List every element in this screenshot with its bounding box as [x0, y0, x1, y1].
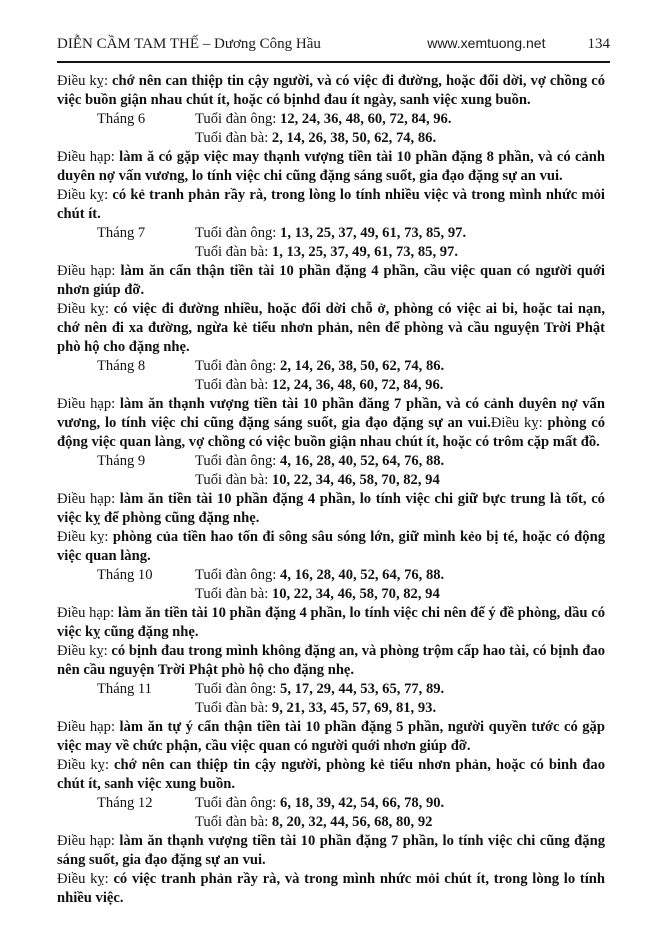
month-block	[57, 110, 605, 224]
month-name: Tháng 7	[97, 225, 146, 241]
men-ages-values: 12, 24, 36, 48, 60, 72, 84, 96.	[280, 111, 452, 127]
men-ages-label: Tuổi đàn ông:	[195, 681, 281, 697]
paragraph-text: làm ăn thạnh vượng tiền tài 10 phần đăng 7 phần, và có cảnh duyên nợ vấn vương, lo tính việc chi cũng đặng sáng suốt, gia đạo đặng sự an vui.	[57, 396, 605, 431]
page-number: 134	[587, 36, 610, 52]
detail-paragraph	[57, 718, 605, 756]
detail-paragraph	[57, 604, 605, 642]
women-ages-row	[57, 376, 605, 395]
paragraph-label: Điều hạp:	[57, 833, 115, 849]
men-ages-values: 6, 18, 39, 42, 54, 66, 78, 90.	[280, 795, 445, 811]
paragraph-label: Điều hạp:	[57, 149, 115, 165]
women-ages-values: 8, 20, 32, 44, 56, 68, 80, 92	[271, 814, 433, 830]
women-ages-label: Tuổi đàn bà:	[195, 377, 272, 393]
site-url: www.xemtuong.net	[427, 35, 546, 51]
detail-paragraph	[57, 395, 605, 452]
men-ages-values: 1, 13, 25, 37, 49, 61, 73, 85, 97.	[280, 225, 467, 241]
paragraph-label: Điều kỵ:	[57, 529, 109, 545]
men-ages-label: Tuổi đàn ông:	[195, 358, 281, 374]
month-name: Tháng 8	[97, 358, 146, 374]
paragraph-text: chớ nên can thiệp tin cậy người, và có việc đi đường, hoặc đổi dời, vợ chồng có việc buồn giận nhau chút ít, hoặc có bịnhd đau ít ngày, sanh việc xung buồn.	[57, 73, 605, 108]
women-ages-row	[57, 129, 605, 148]
header-rule	[57, 61, 610, 63]
detail-paragraph	[57, 262, 605, 300]
month-name: Tháng 11	[97, 681, 152, 697]
paragraph-text: chớ nên can thiệp tin cậy người, phòng kẻ tiểu nhơn phản, hoặc có binh đao chút ít, sanh việc xung buồn.	[57, 757, 605, 792]
paragraph-text: có kẻ tranh phản rầy rà, trong lòng lo tính nhiều việc và trong mình nhức mỏi chút ít.	[57, 187, 605, 222]
men-ages-label: Tuổi đàn ông:	[195, 111, 281, 127]
women-ages	[195, 700, 436, 716]
women-ages-values: 1, 13, 25, 37, 49, 61, 73, 85, 97.	[271, 244, 458, 260]
men-ages-row	[57, 794, 605, 813]
women-ages-values: 2, 14, 26, 38, 50, 62, 74, 86.	[271, 130, 437, 146]
women-ages	[195, 814, 432, 830]
women-ages-label: Tuổi đàn bà:	[195, 814, 272, 830]
women-ages-values: 10, 22, 34, 46, 58, 70, 82, 94	[271, 472, 440, 488]
men-ages	[195, 681, 444, 697]
women-ages	[195, 377, 443, 393]
women-ages-row	[57, 699, 605, 718]
men-ages-values: 2, 14, 26, 38, 50, 62, 74, 86.	[280, 358, 445, 374]
women-ages-values: 12, 24, 36, 48, 60, 72, 84, 96.	[271, 377, 444, 393]
men-ages-row	[57, 566, 605, 585]
paragraph-label: Điều hạp:	[57, 605, 115, 621]
men-ages	[195, 795, 444, 811]
paragraph-label: Điều kỵ:	[57, 73, 109, 89]
month-block	[57, 566, 605, 680]
paragraph-text: có bịnh đau trong mình không đặng an, và phòng trộm cấp hao tài, có bịnh đao nên cầu nguyện Trời Phật phò hộ cho đặng nhẹ.	[57, 643, 605, 678]
women-ages-row	[57, 471, 605, 490]
month-block	[57, 794, 605, 908]
men-ages-row	[57, 452, 605, 471]
month-name: Tháng 10	[97, 567, 153, 583]
women-ages	[195, 586, 440, 602]
month-name: Tháng 6	[97, 111, 146, 127]
detail-paragraph	[57, 832, 605, 870]
paragraph-label: Điều kỵ:	[57, 757, 110, 773]
paragraph-label: Điều hạp:	[57, 491, 116, 507]
men-ages-row	[57, 110, 605, 129]
paragraph-text: làm ă có gặp việc may thạnh vượng tiền tài 10 phần đặng 8 phần, và có cảnh duyên nợ vấn vương, lo tính việc chi cũng đặng sáng suốt, gia đạo đặng sự an vui.	[57, 149, 605, 184]
women-ages	[195, 472, 440, 488]
women-ages-label: Tuổi đàn bà:	[195, 472, 272, 488]
men-ages	[195, 453, 444, 469]
paragraph-label: Điều kỵ:	[57, 301, 109, 317]
women-ages	[195, 130, 436, 146]
women-ages-row	[57, 585, 605, 604]
paragraph-text: có việc tranh phản rầy rà, và trong mình nhức mỏi chút ít, trong lòng lo tính nhiều việc.	[57, 871, 605, 906]
paragraph-label: Điều kỵ:	[57, 871, 109, 887]
paragraph-text: làm ăn thạnh vượng tiền tài 10 phần đặng 7 phần, lo tính việc chi cũng đặng sáng suốt, gia đạo đặng sự an vui.	[57, 833, 605, 868]
women-ages-values: 9, 21, 33, 45, 57, 69, 81, 93.	[271, 700, 437, 716]
detail-paragraph	[57, 300, 605, 357]
men-ages	[195, 358, 444, 374]
women-ages-values: 10, 22, 34, 46, 58, 70, 82, 94	[271, 586, 440, 602]
detail-paragraph	[57, 490, 605, 528]
men-ages-label: Tuổi đàn ông:	[195, 567, 281, 583]
women-ages-row	[57, 243, 605, 262]
detail-paragraph	[57, 870, 605, 908]
men-ages	[195, 225, 466, 241]
month-block	[57, 357, 605, 452]
paragraph-text: có việc đi đường nhiều, hoặc đổi dời chỗ ở, phòng có việc ai bi, hoặc tai nạn, chớ nên đi xa đường, ngừa kẻ tiểu nhơn phản, nên để phòng và cầu nguyện Trời Phật phò hộ cho đặng nhẹ.	[57, 301, 605, 355]
page-header	[57, 34, 610, 54]
paragraph-text: làm ăn cẩn thận tiền tài 10 phần đặng 4 phần, cầu việc quan có người quới nhơn giúp đỡ.	[57, 263, 605, 298]
paragraph-text: phòng có động việc quan làng, vợ chồng có việc buồn giận nhau chút ít, hoặc có trôm cặp mất đồ.	[57, 415, 605, 450]
paragraph-label: Điều hạp:	[57, 719, 116, 735]
paragraph-label: Điều hạp:	[57, 396, 116, 412]
men-ages	[195, 111, 452, 127]
men-ages-label: Tuổi đàn ông:	[195, 225, 281, 241]
detail-paragraph	[57, 642, 605, 680]
men-ages-row	[57, 357, 605, 376]
detail-paragraph	[57, 148, 605, 186]
paragraph-text: làm ăn tiền tài 10 phần đặng 4 phần, lo tính việc chi nên để ý đề phòng, dầu có việc kỵ cũng đặng nhẹ.	[57, 605, 605, 640]
paragraph-text: làm ăn tiền tài 10 phần đặng 4 phần, lo tính việc chi giữ bực trung là tốt, có việc kỵ để phòng cũng đặng nhẹ.	[57, 491, 605, 526]
women-ages-label: Tuổi đàn bà:	[195, 586, 272, 602]
page-body	[57, 72, 605, 908]
men-ages-label: Tuổi đàn ông:	[195, 795, 281, 811]
month-name: Tháng 9	[97, 453, 146, 469]
paragraph-label: Điều kỵ:	[57, 643, 108, 659]
detail-paragraph	[57, 528, 605, 566]
month-name: Tháng 12	[97, 795, 153, 811]
book-title: DIỄN CẦM TAM THẾ – Dương Công Hầu	[57, 36, 321, 52]
men-ages-values: 4, 16, 28, 40, 52, 64, 76, 88.	[280, 453, 445, 469]
paragraph-text: làm ăn tự ý cẩn thận tiền tài 10 phần đặng 5 phần, người quyền tước có gặp việc may về chức phận, cầu việc quan có người quới nhơn giúp đỡ.	[57, 719, 605, 754]
month-block	[57, 680, 605, 794]
paragraph-label: Điều kỵ:	[490, 415, 543, 431]
women-ages-label: Tuổi đàn bà:	[195, 700, 272, 716]
month-block	[57, 224, 605, 357]
paragraph-label: Điều kỵ:	[57, 187, 109, 203]
men-ages-values: 4, 16, 28, 40, 52, 64, 76, 88.	[280, 567, 445, 583]
detail-paragraph	[57, 186, 605, 224]
women-ages-label: Tuổi đàn bà:	[195, 130, 272, 146]
men-ages-row	[57, 224, 605, 243]
months-container	[57, 110, 605, 908]
women-ages	[195, 244, 458, 260]
men-ages-values: 5, 17, 29, 44, 53, 65, 77, 89.	[280, 681, 445, 697]
men-ages-row	[57, 680, 605, 699]
women-ages-row	[57, 813, 605, 832]
women-ages-label: Tuổi đàn bà:	[195, 244, 272, 260]
intro-paragraph	[57, 72, 605, 110]
paragraph-text: phòng của tiền hao tốn đi sông sâu sóng lớn, giữ mình kẻo bị té, hoặc có động việc quan làng.	[57, 529, 606, 564]
men-ages	[195, 567, 444, 583]
month-block	[57, 452, 605, 566]
paragraph-label: Điều hạp:	[57, 263, 116, 279]
detail-paragraph	[57, 756, 605, 794]
men-ages-label: Tuổi đàn ông:	[195, 453, 281, 469]
